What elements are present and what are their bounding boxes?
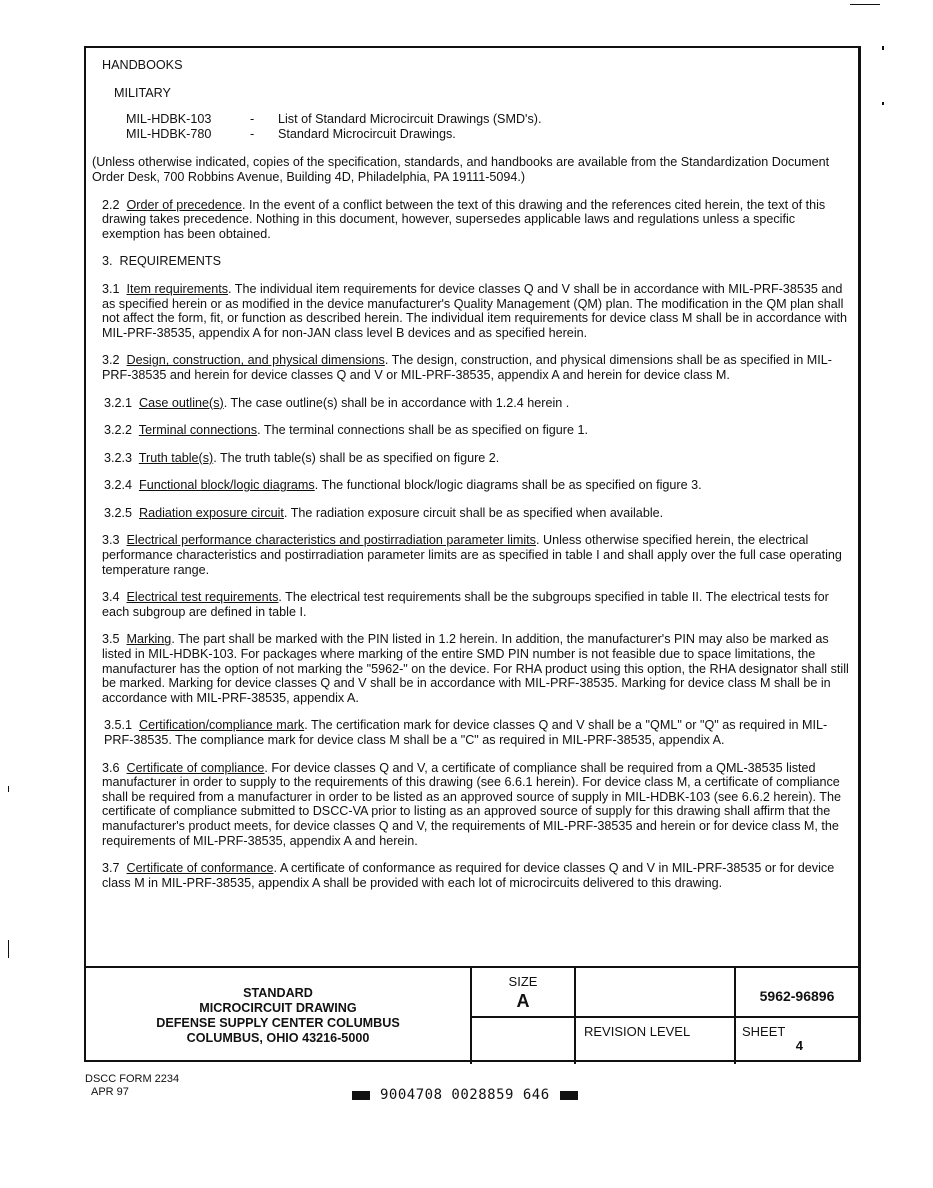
handbook-ref xyxy=(126,127,850,142)
ref-dash: - xyxy=(250,112,255,127)
ref-dash: - xyxy=(250,126,255,141)
section-number: 3.5 xyxy=(102,632,120,647)
handbooks-heading: HANDBOOKS xyxy=(102,58,183,72)
scan-speck xyxy=(882,102,884,105)
section-title: Order of precedence xyxy=(126,197,243,212)
section-paragraph xyxy=(88,861,850,890)
section-text: . The case outline(s) shall be in accordance with 1.2.4 herein . xyxy=(223,395,570,410)
agency-block xyxy=(86,968,472,1064)
section-paragraph xyxy=(88,353,850,382)
section-text: . The functional block/logic diagrams shall be as specified on figure 3. xyxy=(314,478,702,493)
section-number: 3.4 xyxy=(102,590,120,605)
drawing-number: 5962-96896 xyxy=(736,968,858,1018)
scan-speck xyxy=(8,940,9,958)
size-label: SIZE xyxy=(508,974,538,989)
section-number: 3.2 xyxy=(102,353,120,368)
section-title: Design, construction, and physical dimensions xyxy=(126,353,385,368)
scan-speck xyxy=(850,4,880,5)
section-paragraph xyxy=(88,423,850,438)
section-number: 3.2.1 xyxy=(104,395,133,410)
section-text: . The radiation exposure circuit shall be as specified when available. xyxy=(283,505,664,520)
ref-id: MIL-HDBK-780 xyxy=(126,126,212,141)
section-paragraph xyxy=(88,590,850,619)
section-number: 3. xyxy=(102,254,113,269)
ref-title: Standard Microcircuit Drawings. xyxy=(278,126,456,141)
section-number: 3.3 xyxy=(102,533,120,548)
handbook-ref xyxy=(126,112,850,127)
section-text: . For device classes Q and V, a certificate of compliance shall be required from a QML-38535 listed manufacturer in order to supply to the requirements of this drawing (see 6.6.1 herein). For device class M, a certificate of compliance shall be required from a manufacturer in order to be listed as an approved source of supply in MIL-HDBK-103 (see 6.6.2 herein). The certificate of compliance submitted to DSCC-VA prior to listing as an approved source of supply for this drawing shall affirm that the manufacturer's product meets, for device classes Q and V, the requirements of MIL-PRF-38535 and herein or for device class M, the requirements of MIL-PRF-38535, appendix A and herein. xyxy=(102,760,841,848)
agency-line: MICROCIRCUIT DRAWING xyxy=(199,1001,357,1015)
section-paragraph xyxy=(88,396,850,411)
military-subheading: MILITARY xyxy=(114,85,171,100)
form-label xyxy=(85,1073,179,1099)
section-number: 3.1 xyxy=(102,281,120,296)
sheet-cell xyxy=(736,1018,858,1064)
form-date: APR 97 xyxy=(91,1086,129,1098)
title-block xyxy=(86,966,858,1064)
section-title: Certification/compliance mark xyxy=(139,718,305,733)
document-body xyxy=(88,58,850,903)
size-value: A xyxy=(516,991,530,1011)
sheet-number: 4 xyxy=(795,1038,803,1053)
section-title: Electrical performance characteristics and postirradiation parameter limits xyxy=(126,533,536,548)
section-title: Certificate of conformance xyxy=(126,861,274,876)
page-border-right xyxy=(858,46,861,1062)
barcode-text: 9004708 0028859 646 xyxy=(380,1087,550,1103)
section-text: . The electrical test requirements shall be the subgroups specified in table II. The electrical tests for each subgroup are defined in table I. xyxy=(102,590,829,619)
handbooks-note: (Unless otherwise indicated, copies of the specification, standards, and handbooks are available from the Standardization Document Order Desk, 700 Robbins Avenue, Building 4D, Philadelphia, PA 19111-5094.) xyxy=(92,155,830,184)
agency-line: STANDARD xyxy=(243,986,313,1000)
section-text: . The terminal connections shall be as specified on figure 1. xyxy=(257,423,589,438)
section-title: Truth table(s) xyxy=(138,450,214,465)
ref-title: List of Standard Microcircuit Drawings (SMD's). xyxy=(278,112,542,127)
section-title: Radiation exposure circuit xyxy=(139,505,284,520)
section-title: Terminal connections xyxy=(138,423,258,438)
section-paragraph xyxy=(88,198,850,242)
agency-line: DEFENSE SUPPLY CENTER COLUMBUS xyxy=(156,1016,400,1030)
form-number: DSCC FORM 2234 xyxy=(85,1073,180,1085)
ref-id: MIL-HDBK-103 xyxy=(126,112,212,127)
section-text: . The certification mark for device classes Q and V shall be a "QML" or "Q" as required in MIL-PRF-38535. The compliance mark for device class M shall be a "C" as required in MIL-PRF-38535, appendix A. xyxy=(104,718,828,747)
agency-line: COLUMBUS, OHIO 43216-5000 xyxy=(186,1031,370,1045)
section-number: 2.2 xyxy=(102,197,120,212)
barcode-mark xyxy=(560,1091,578,1100)
section-paragraph xyxy=(88,451,850,466)
section-text: . A certificate of conformance as required for device classes Q and V in MIL-PRF-38535 or for device class M in MIL-PRF-38535, appendix A shall be provided with each lot of microcircuits delivered to this drawing. xyxy=(102,861,835,890)
section-title: Certificate of compliance xyxy=(126,760,265,775)
section-text: . The individual item requirements for device classes Q and V shall be in accordance with MIL-PRF-38535 and as specified herein or as modified in the device manufacturer's Quality Management (QM) plan. The modification in the QM plan shall not affect the form, fit, or function as described herein. The individual item requirements for device class M shall be in accordance with MIL-PRF-38535, appendix A for non-JAN class level B devices and as specified herein. xyxy=(102,281,848,340)
section-number: 3.6 xyxy=(102,760,120,775)
section-title: Functional block/logic diagrams xyxy=(139,478,315,493)
blank-cell xyxy=(576,968,736,1018)
section-paragraph xyxy=(88,506,850,521)
section-title: Case outline(s) xyxy=(139,395,224,410)
section-text: . In the event of a conflict between the text of this drawing and the references cited herein, the text of this drawing takes precedence. Nothing in this document, however, supersedes applicable laws and regulations unless a specific exemption has been obtained. xyxy=(102,197,826,241)
size-cell xyxy=(472,968,576,1018)
section-title: Electrical test requirements xyxy=(126,590,279,605)
section-text: REQUIREMENTS xyxy=(119,254,221,269)
section-paragraph xyxy=(88,761,850,849)
section-number: 3.2.4 xyxy=(104,478,133,493)
section-paragraph xyxy=(88,254,850,269)
section-number: 3.5.1 xyxy=(104,718,133,733)
sheet-label: SHEET xyxy=(742,1024,786,1039)
blank-cell xyxy=(472,1018,576,1064)
section-text: . The design, construction, and physical dimensions shall be as specified in MIL-PRF-38535 and herein for device classes Q and V or MIL-PRF-38535, appendix A and herein for device class M. xyxy=(102,353,832,382)
section-title: Item requirements xyxy=(126,281,229,296)
section-paragraph xyxy=(88,718,850,747)
section-number: 3.2.2 xyxy=(104,423,133,438)
requirements-sections xyxy=(88,198,850,891)
section-text: . The truth table(s) shall be as specified on figure 2. xyxy=(213,450,500,465)
section-paragraph xyxy=(88,478,850,493)
section-number: 3.2.3 xyxy=(104,450,133,465)
barcode xyxy=(352,1087,578,1103)
section-paragraph xyxy=(88,282,850,340)
section-number: 3.7 xyxy=(102,861,120,876)
section-paragraph xyxy=(88,533,850,577)
section-paragraph xyxy=(88,632,850,705)
section-text: . Unless otherwise specified herein, the electrical performance characteristics and postirradiation parameter limits are as specified in table I and shall apply over the full case operating temperature range. xyxy=(102,533,842,577)
section-title: Marking xyxy=(126,632,172,647)
scan-speck xyxy=(882,46,884,50)
section-text: . The part shall be marked with the PIN listed in 1.2 herein. In addition, the manufacturer's PIN may also be marked as listed in MIL-HDBK-103. For packages where marking of the entire SMD PIN number is not feasible due to space limitations, the manufacturer has the option of not marking the "5962-" on the device. For RHA product using this option, the RHA designator shall still be marked. Marking for device classes Q and V shall be in accordance with MIL-PRF-38535. Marking for device class M shall be in accordance with MIL-PRF-38535, appendix A. xyxy=(102,632,849,705)
section-number: 3.2.5 xyxy=(104,505,133,520)
scan-speck xyxy=(8,786,9,792)
revision-level: REVISION LEVEL xyxy=(576,1018,736,1064)
barcode-mark xyxy=(352,1091,370,1100)
